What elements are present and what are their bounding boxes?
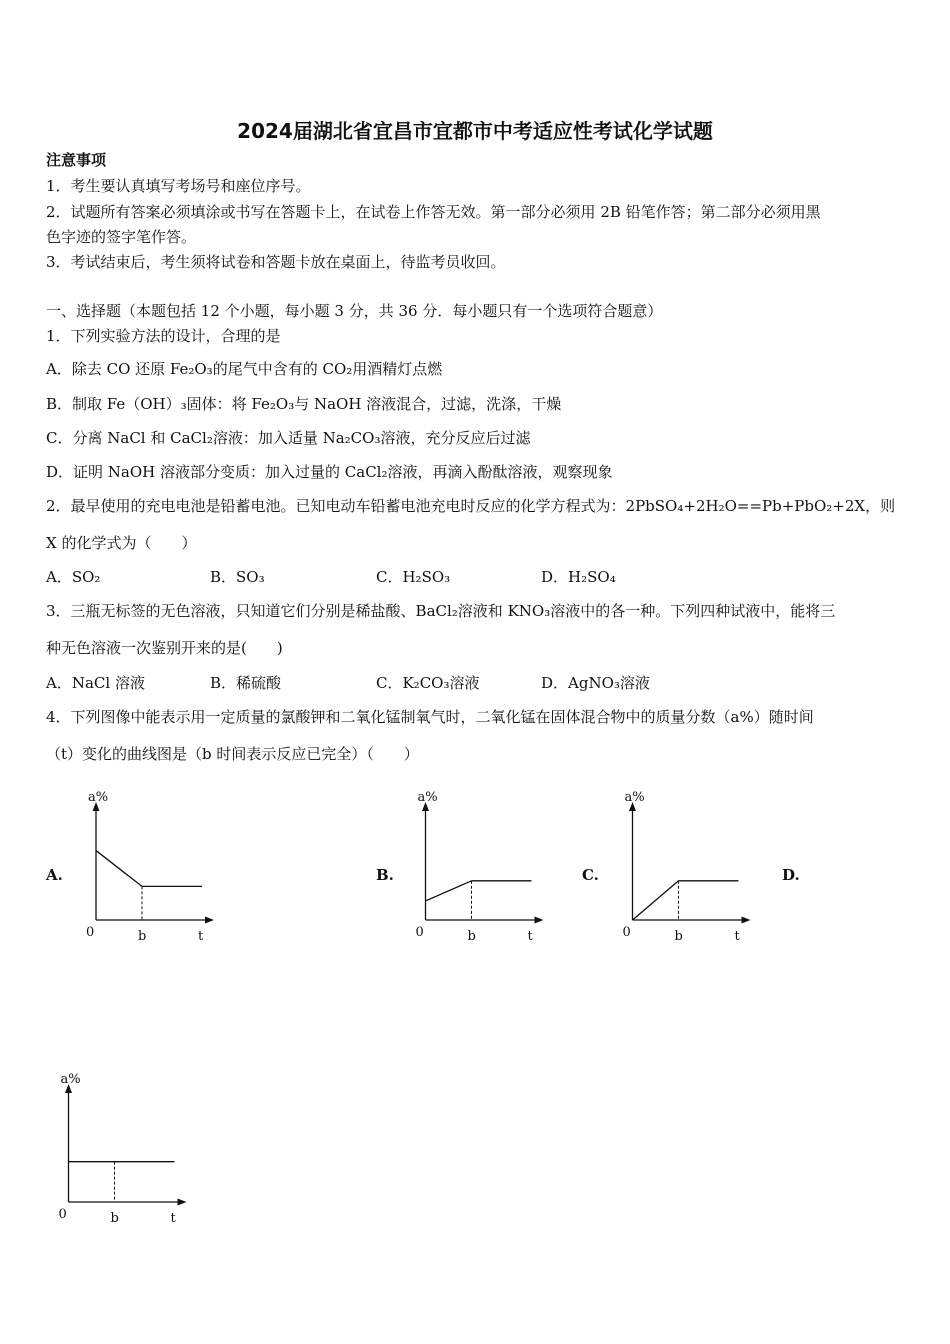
- question-2-option-d: D．H₂SO₄: [541, 568, 616, 586]
- question-3-stem: 3．三瓶无标签的无色溶液，只知道它们分别是稀盐酸、BaCl₂溶液和 KNO₃溶液中的各一种。下列四种试液中，能将三: [46, 602, 836, 620]
- question-3-option-b: B．稀硫酸: [210, 674, 282, 692]
- y-axis-label: a%: [60, 1072, 81, 1087]
- b-tick-label: b: [138, 929, 147, 944]
- t-axis-label: t: [734, 929, 740, 944]
- graph-option-label-a: A.: [46, 866, 63, 884]
- graph-option-label-c: C.: [582, 866, 599, 884]
- graph-a: [80, 788, 220, 948]
- question-1-option-a: A．除去 CO 还原 Fe₂O₃的尾气中含有的 CO₂用酒精灯点燃: [46, 360, 443, 378]
- question-3-option-d: D．AgNO₃溶液: [541, 674, 650, 692]
- graph-b: [407, 788, 552, 948]
- b-tick-label: b: [467, 929, 476, 944]
- graph-option-label-b: B.: [376, 866, 394, 884]
- graph-d: [50, 1070, 195, 1230]
- question-3-stem-cont: 种无色溶液一次鉴别开来的是( ): [46, 639, 283, 657]
- notice-item: 3．考试结束后，考生须将试卷和答题卡放在桌面上，待监考员收回。: [46, 253, 506, 271]
- notice-item: 1．考生要认真填写考场号和座位序号。: [46, 177, 311, 195]
- y-axis-label: a%: [88, 790, 109, 805]
- question-1-option-d: D．证明 NaOH 溶液部分变质：加入过量的 CaCl₂溶液，再滴入酚酞溶液，观察现象: [46, 463, 613, 481]
- question-2-stem-cont: X 的化学式为（ ）: [46, 534, 197, 552]
- question-2-stem: 2．最早使用的充电电池是铅蓄电池。已知电动车铅蓄电池充电时反应的化学方程式为：2PbSO₄+2H₂O==Pb+PbO₂+2X，则: [46, 497, 896, 515]
- notice-item: 2．试题所有答案必须填涂或书写在答题卡上，在试卷上作答无效。第一部分必须用 2B 铅笔作答；第二部分必须用黑: [46, 203, 821, 221]
- origin-label: 0: [415, 925, 424, 940]
- section-heading: 一、选择题（本题包括 12 个小题，每小题 3 分，共 36 分．每小题只有一个选项符合题意）: [46, 302, 663, 320]
- origin-label: 0: [58, 1207, 67, 1222]
- graph-option-label-d: D.: [782, 866, 800, 884]
- question-1-option-b: B．制取 Fe（OH）₃固体：将 Fe₂O₃与 NaOH 溶液混合，过滤，洗涤，干燥: [46, 395, 562, 413]
- graph-c: [614, 788, 759, 948]
- curve-segment-reaction: [426, 881, 472, 901]
- y-axis-label: a%: [624, 790, 645, 805]
- question-2-option-b: B．SO₃: [210, 568, 265, 586]
- question-2-option-a: A．SO₂: [46, 568, 101, 586]
- curve-segment-reaction: [96, 851, 142, 887]
- question-3-option-a: A．NaCl 溶液: [46, 674, 145, 692]
- t-axis-label: t: [527, 929, 533, 944]
- question-4-stem-cont: （t）变化的曲线图是（b 时间表示反应已完全）（ ）: [46, 745, 419, 763]
- origin-label: 0: [86, 925, 95, 940]
- question-1-stem: 1．下列实验方法的设计，合理的是: [46, 327, 281, 345]
- curve-segment-reaction: [633, 881, 679, 920]
- t-axis-label: t: [198, 929, 204, 944]
- question-1-option-c: C．分离 NaCl 和 CaCl₂溶液：加入适量 Na₂CO₃溶液，充分反应后过滤: [46, 429, 531, 447]
- page-title: 2024届湖北省宜昌市宜都市中考适应性考试化学试题: [237, 119, 713, 143]
- t-axis-label: t: [170, 1211, 176, 1226]
- question-3-option-c: C．K₂CO₃溶液: [376, 674, 480, 692]
- origin-label: 0: [622, 925, 631, 940]
- b-tick-label: b: [674, 929, 683, 944]
- y-axis-label: a%: [417, 790, 438, 805]
- notice-item: 色字迹的签字笔作答。: [46, 228, 197, 246]
- notice-heading: 注意事项: [46, 151, 107, 169]
- b-tick-label: b: [110, 1211, 119, 1226]
- question-2-option-c: C．H₂SO₃: [376, 568, 451, 586]
- question-4-stem: 4．下列图像中能表示用一定质量的氯酸钾和二氧化锰制氧气时，二氧化锰在固体混合物中的质量分数（a%）随时间: [46, 708, 814, 726]
